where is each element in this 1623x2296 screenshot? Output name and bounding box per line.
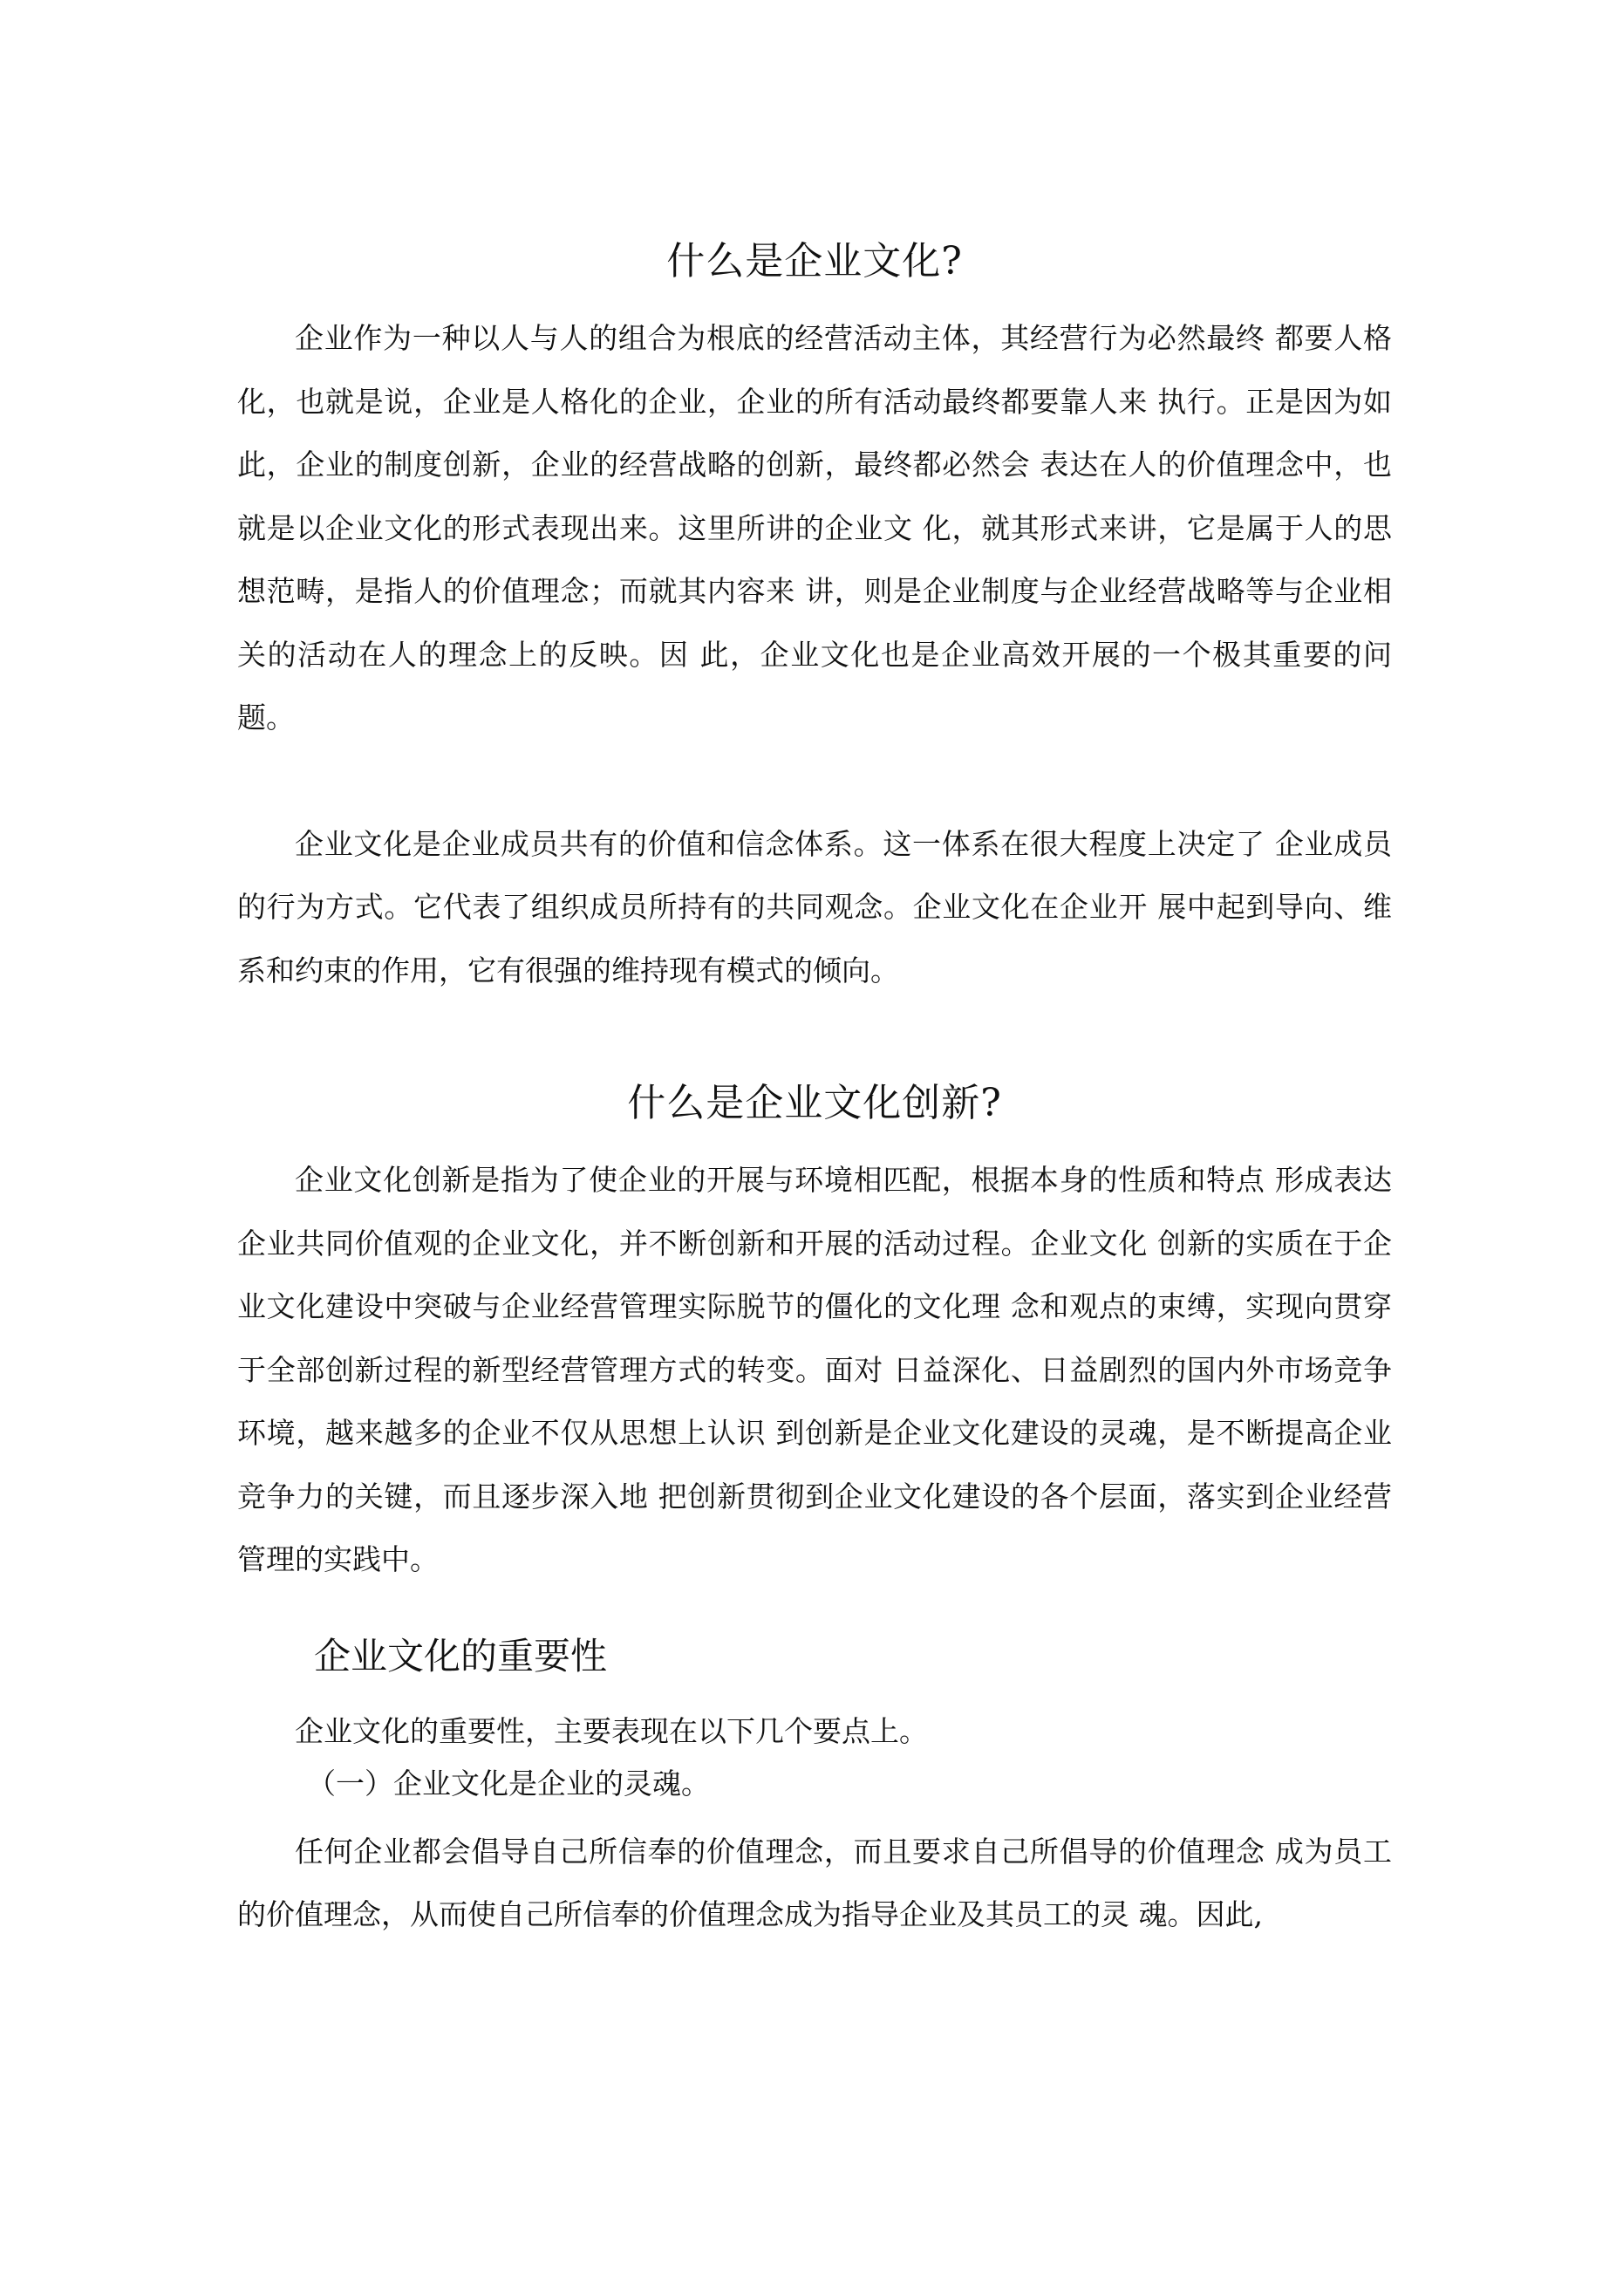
importance-point-1: （一）企业文化是企业的灵魂。	[307, 1766, 710, 1801]
paragraph-corporate-personification: 企业作为一种以人与人的组合为根底的经营活动主体，其经营行为必然最终 都要人格化，也就是说，企业是人格化的企业，企业的所有活动最终都要靠人来 执行。正是因为如此，企业的制度创新，企业的经营战略的创新，最终都必然会 表达在人的价值理念中，也就是以企业文化的形式表现出来。这里所讲的企业文 化，就其形式来讲，它是属于人的思想范畴，是指人的价值理念；而就其内容来 讲，则是企业制度与企业经营战略等与企业相关的活动在人的理念上的反映。因 此，企业文化也是企业高效开展的一个极其重要的问题。	[237, 321, 1392, 735]
paragraph-culture-innovation: 企业文化创新是指为了使企业的开展与环境相匹配，根据本身的性质和特点 形成表达企业共同价值观的企业文化，并不断创新和开展的活动过程。企业文化 创新的实质在于企业文化建设中突破与企业经营管理实际脱节的僵化的文化理 念和观点的束缚，实现向贯穿于全部创新过程的新型经营管理方式的转变。面对 日益深化、日益剧烈的国内外市场竞争环境，越来越多的企业不仅从思想上认识 到创新是企业文化建设的灵魂，是不断提高企业竞争力的关键，而且逐步深入地 把创新贯彻到企业文化建设的各个层面，落实到企业经营管理的实践中。	[237, 1163, 1392, 1576]
section-title-importance: 企业文化的重要性	[314, 1634, 608, 1678]
document-content	[237, 234, 1392, 1947]
paragraph-shared-values: 企业文化是企业成员共有的价值和信念体系。这一体系在很大程度上决定了 企业成员的行为方式。它代表了组织成员所持有的共同观念。企业文化在企业开 展中起到导向、维系和约束的作用，它有很强的维持现有模式的倾向。	[237, 826, 1392, 987]
importance-intro: 企业文化的重要性，主要表现在以下几个要点上。	[295, 1713, 928, 1748]
paragraph-culture-soul: 任何企业都会倡导自己所信奉的价值理念，而且要求自己所倡导的价值理念 成为员工的价值理念，从而使自己所信奉的价值理念成为指导企业及其员工的灵 魂。因此,	[237, 1834, 1392, 1931]
section-title-culture-innovation: 什么是企业文化创新?	[627, 1081, 1002, 1125]
section-title-what-is-corporate-culture: 什么是企业文化?	[666, 239, 963, 284]
